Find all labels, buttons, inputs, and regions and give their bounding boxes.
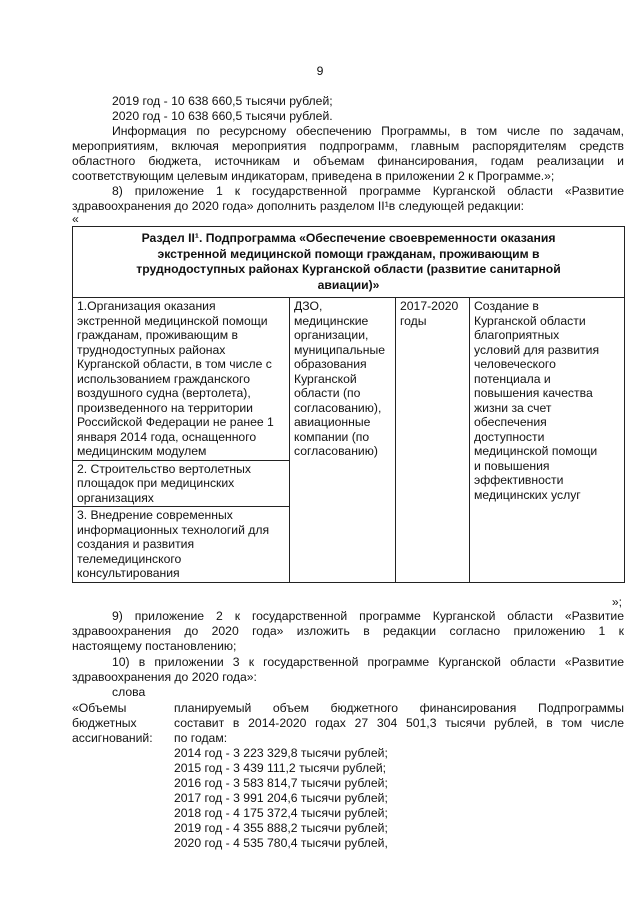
cell-line: организации, (294, 328, 369, 342)
cell-line: медицинской помощи (474, 444, 598, 458)
open-quote: « (72, 212, 79, 226)
measure-cell-1 (73, 298, 290, 461)
year-line: 2014 год - 3 223 329,8 тысячи рублей; (174, 746, 388, 760)
cell-line: согласованию) (294, 444, 378, 458)
cell-line: потенциала и (474, 371, 551, 386)
label-line: бюджетных (72, 716, 137, 730)
cell-line: Создание в (474, 299, 539, 313)
cell-line: человеческого (474, 357, 556, 371)
cell-line: информационных технологий для (77, 522, 270, 537)
cell-line: доступности (474, 429, 545, 444)
cell-line: 1.Организация оказания (77, 299, 216, 313)
cell-line: ДЗО, (294, 299, 323, 313)
cell-line: экстренной медицинской помощи (77, 313, 268, 328)
header-line: труднодоступных районах Курганской области (развитие санитарной (136, 262, 561, 276)
label-line: ассигнований: (72, 731, 153, 745)
label-line: «Объемы (72, 701, 127, 715)
subprogram-table (72, 226, 625, 583)
cell-line: гражданам, проживающим в (77, 328, 239, 342)
measure-cell-2 (73, 460, 290, 507)
cell-line: медицинские (294, 313, 369, 328)
cell-line: годы (400, 313, 427, 328)
text-line: областного бюджета, источникам и объемам финансирования, годам реализации и (72, 154, 624, 168)
cell-line: 2. Строительство вертолетных (77, 461, 251, 476)
text-line: настоящему постановлению; (72, 639, 237, 653)
year-line: 2018 год - 4 175 372,4 тысячи рублей; (174, 806, 388, 820)
measure-cell-3 (73, 507, 290, 583)
cell-line: благоприятных (474, 328, 560, 342)
cell-line: использованием гражданского (77, 371, 250, 386)
table-row (73, 298, 625, 461)
year-line: 2020 год - 4 535 780,4 тысячи рублей, (174, 836, 388, 850)
cell-line: консультирования (77, 566, 180, 580)
cell-line: авиационные (294, 415, 371, 429)
cell-line: января 2014 года, оснащенного (77, 429, 257, 444)
cell-line: произведенного на территории (77, 400, 253, 415)
text-line: 8) приложение 1 к государственной программе Курганской области «Развитие (112, 184, 624, 198)
text-line: 10) в приложении 3 к государственной программе Курганской области «Развитие (112, 655, 624, 669)
cell-line: эффективности (474, 473, 564, 487)
cell-line: воздушного судна (вертолета), (77, 386, 251, 400)
cell-line: Курганской области (474, 313, 586, 328)
year-line: 2019 год - 4 355 888,2 тысячи рублей; (174, 821, 388, 835)
section-title (73, 227, 625, 298)
text-line: составит в 2014-2020 годах 27 304 501,3 тысячи рублей, в том числе (174, 716, 624, 730)
header-line: экстренной медицинской помощи гражданам, проживающим в (157, 246, 540, 261)
year-line: 2015 год - 3 439 111,2 тысячи рублей; (174, 761, 387, 775)
text-line: здравоохранения до 2020 года» изложить в редакции согласно приложению 1 к (72, 624, 624, 638)
executor-cell (290, 298, 396, 583)
table-header-row (73, 227, 625, 298)
cell-line: и повышения (474, 458, 550, 473)
cell-line: организациях (77, 490, 154, 505)
cell-line: 2017-2020 (400, 299, 459, 313)
text-line: 9) приложение 2 к государственной программе Курганской области «Развитие (112, 609, 624, 623)
cell-line: компании (по (294, 429, 370, 444)
cell-line: Курганской (294, 371, 357, 386)
text-line: здравоохранения до 2020 года»: (72, 670, 257, 684)
year-line: 2016 год - 3 583 814,7 тысячи рублей; (174, 776, 388, 790)
close-quote: »; (611, 595, 622, 609)
text-line: здравоохранения до 2020 года» дополнить разделом II¹в следующей редакции: (72, 199, 525, 213)
text-line: планируемый объем бюджетного финансирования Подпрограммы (174, 701, 624, 715)
cell-line: муниципальные (294, 342, 386, 357)
cell-line: медицинским модулем (77, 444, 207, 458)
cell-line: жизни за счет (474, 400, 552, 415)
cell-line: труднодоступных районах (77, 342, 226, 357)
cell-line: создания и развития (77, 537, 195, 551)
cell-line: согласованию), (294, 400, 382, 415)
cell-line: медицинских услуг (474, 487, 581, 502)
cell-line: условий для развития (474, 342, 600, 357)
header-line: Раздел II¹. Подпрограмма «Обеспечение своевременности оказания (141, 231, 556, 245)
cell-line: повышения качества (474, 386, 593, 400)
line-2020: 2020 год - 10 638 660,5 тысячи рублей. (112, 109, 333, 123)
text-line: соответствующим целевым индикаторам, приведена в приложении 2 к Программе.»; (72, 169, 555, 183)
cell-line: области (по (294, 386, 361, 400)
cell-line: обеспечения (474, 415, 547, 429)
words-label: слова (112, 685, 146, 699)
cell-line: 3. Внедрение современных (77, 508, 233, 522)
cell-line: площадок при медицинских (77, 476, 235, 490)
year-line: 2017 год - 3 991 204,6 тысячи рублей; (174, 791, 388, 805)
period-cell (396, 298, 470, 583)
page-number: 9 (316, 64, 324, 78)
header-line: авиации)» (317, 277, 380, 292)
line-2019: 2019 год - 10 638 660,5 тысячи рублей; (112, 94, 333, 108)
text-line: Информация по ресурсному обеспечению Программы, в том числе по задачам, (112, 124, 624, 138)
cell-line: образования (294, 357, 367, 371)
cell-line: Курганской области, в том числе с (77, 357, 272, 371)
text-line: по годам: (174, 731, 228, 745)
result-cell (470, 298, 625, 583)
cell-line: телемедицинского (77, 551, 182, 566)
cell-line: Российской Федерации не ранее 1 (77, 415, 274, 429)
text-line: мероприятиям, включая мероприятия подпрограмм, главным распорядителям средств (72, 139, 624, 153)
